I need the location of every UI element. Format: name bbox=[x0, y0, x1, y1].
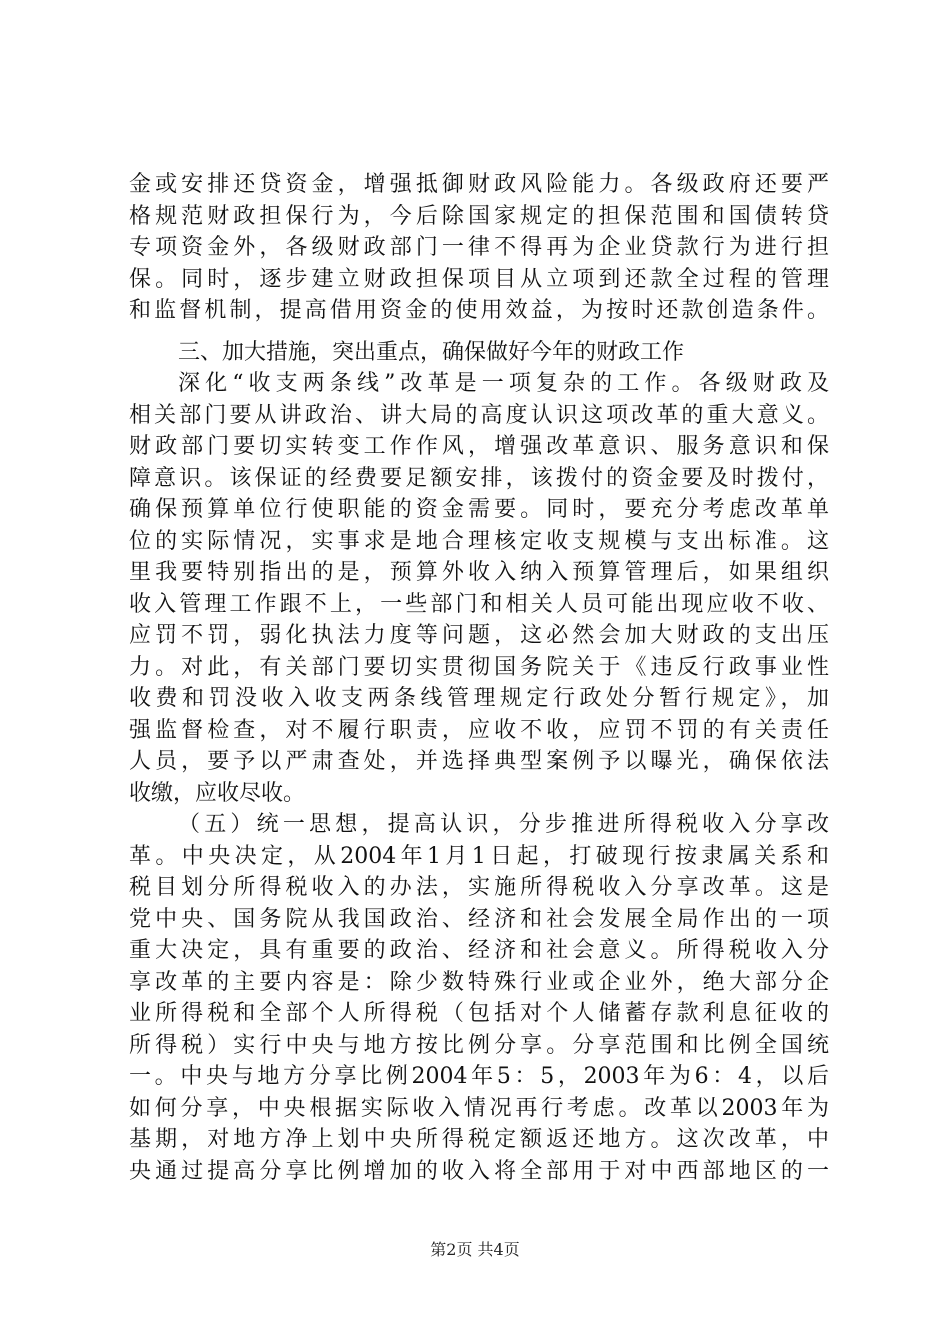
text-line: 相关部门要从讲政治、讲大局的高度认识这项改革的重大意义。 bbox=[129, 402, 829, 428]
text-line: 收费和罚没收入收支两条线管理规定行政处分暂行规定》，加 bbox=[129, 686, 829, 711]
text-line: 如何分享，中央根据实际收入情况再行考虑。改革以2003年为 bbox=[129, 1095, 829, 1121]
text-line: 收入管理工作跟不上，一些部门和相关人员可能出现应收不收、 bbox=[129, 591, 829, 617]
text-line: 财政部门要切实转变工作作风，增强改革意识、服务意识和保 bbox=[129, 434, 829, 459]
text-line: 应罚不罚，弱化执法力度等问题，这必然会加大财政的支出压 bbox=[129, 623, 829, 648]
text-line: 深化“收支两条线”改革是一项复杂的工作。各级财政及 bbox=[178, 371, 829, 396]
text-line: 所得税）实行中央与地方按比例分享。分享范围和比例全国统 bbox=[129, 1032, 829, 1058]
text-line: 强监督检查，对不履行职责，应收不收，应罚不罚的有关责任 bbox=[129, 717, 829, 743]
text-line: 力。对此，有关部门要切实贯彻国务院关于《违反行政事业性 bbox=[129, 654, 829, 680]
text-line: 基期，对地方净上划中央所得税定额返还地方。这次改革，中 bbox=[129, 1127, 829, 1152]
text-line: 业所得税和全部个人所得税（包括对个人储蓄存款利息征收的 bbox=[129, 1001, 829, 1026]
text-line: 享改革的主要内容是：除少数特殊行业或企业外，绝大部分企 bbox=[129, 969, 829, 995]
text-line: 人员，要予以严肃查处，并选择典型案例予以曝光，确保依法 bbox=[129, 749, 829, 774]
text-line: 障意识。该保证的经费要足额安排，该拨付的资金要及时拨付， bbox=[129, 465, 829, 491]
text-line: 确保预算单位行使职能的资金需要。同时，要充分考虑改革单 bbox=[129, 497, 829, 522]
text-line: 收缴，应收尽收。 bbox=[129, 780, 306, 806]
text-line: 一。中央与地方分享比例2004年5：5，2003年为6：4，以后 bbox=[129, 1064, 829, 1089]
text-line: 金或安排还贷资金，增强抵御财政风险能力。各级政府还要严 bbox=[129, 172, 829, 197]
page-number-footer: 第2页 共4页 bbox=[430, 1240, 520, 1259]
text-line: 保。同时，逐步建立财政担保项目从立项到还款全过程的管理 bbox=[129, 266, 829, 292]
text-line: 位的实际情况，实事求是地合理核定收支规模与支出标准。这 bbox=[129, 528, 829, 554]
text-line: 央通过提高分享比例增加的收入将全部用于对中西部地区的一 bbox=[129, 1158, 829, 1184]
text-line: 重大决定，具有重要的政治、经济和社会意义。所得税收入分 bbox=[129, 938, 829, 963]
text-line: 税目划分所得税收入的办法，实施所得税收入分享改革。这是 bbox=[129, 875, 829, 900]
text-line: 专项资金外，各级财政部门一律不得再为企业贷款行为进行担 bbox=[129, 235, 829, 260]
text-line: 格规范财政担保行为，今后除国家规定的担保范围和国债转贷 bbox=[129, 203, 829, 229]
text-line: 和监督机制，提高借用资金的使用效益，为按时还款创造条件。 bbox=[129, 298, 829, 323]
text-line: 里我要特别指出的是，预算外收入纳入预算管理后，如果组织 bbox=[129, 560, 829, 585]
text-line: 党中央、国务院从我国政治、经济和社会发展全局作出的一项 bbox=[129, 906, 829, 932]
text-line: 革。中央决定，从2004年1月1日起，打破现行按隶属关系和 bbox=[129, 843, 829, 869]
section-heading: 三、加大措施，突出重点，确保做好今年的财政工作 bbox=[178, 339, 685, 365]
text-line: （五）统一思想，提高认识，分步推进所得税收入分享改 bbox=[178, 812, 829, 837]
